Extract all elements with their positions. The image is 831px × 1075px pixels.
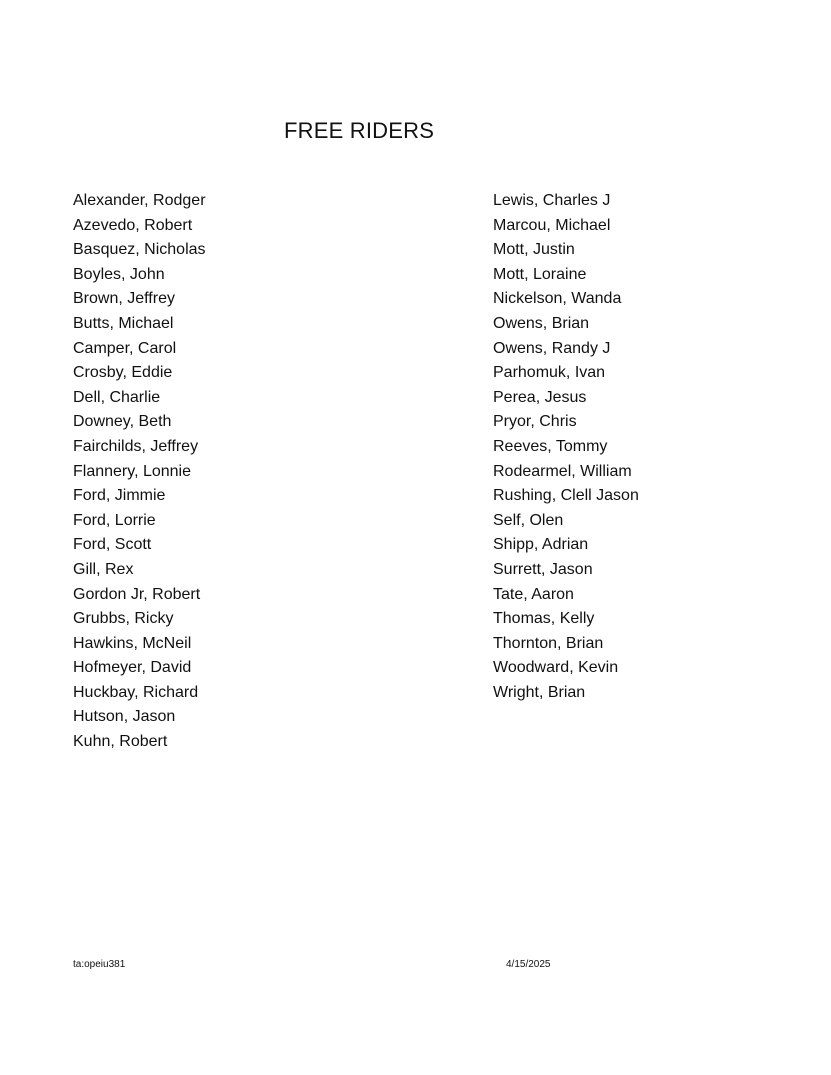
name-list-item: Owens, Randy J bbox=[493, 339, 611, 357]
name-list-item: Fairchilds, Jeffrey bbox=[73, 437, 199, 455]
name-list-item: Butts, Michael bbox=[73, 314, 174, 332]
name-list-item: Kuhn, Robert bbox=[73, 733, 168, 751]
name-list-item: Brown, Jeffrey bbox=[73, 290, 175, 308]
name-list-item: Wright, Brian bbox=[493, 683, 586, 701]
name-list-item: Downey, Beth bbox=[73, 413, 172, 431]
name-list-item: Lewis, Charles J bbox=[493, 192, 611, 209]
name-list-item: Tate, Aaron bbox=[493, 585, 574, 603]
name-list-item: Crosby, Eddie bbox=[73, 364, 173, 382]
name-list-item: Ford, Lorrie bbox=[73, 511, 156, 529]
name-list-item: Ford, Jimmie bbox=[73, 487, 166, 505]
name-list-item: Reeves, Tommy bbox=[493, 437, 608, 455]
name-list-item: Mott, Loraine bbox=[493, 265, 587, 283]
name-list-item: Gill, Rex bbox=[73, 560, 134, 578]
name-list-item: Alexander, Rodger bbox=[73, 192, 206, 209]
name-list-item: Hofmeyer, David bbox=[73, 659, 192, 677]
name-list-item: Nickelson, Wanda bbox=[493, 290, 622, 308]
name-list-item: Pryor, Chris bbox=[493, 413, 577, 431]
name-list-left bbox=[73, 189, 206, 755]
name-list-item: Perea, Jesus bbox=[493, 388, 587, 406]
name-list-item: Mott, Justin bbox=[493, 241, 575, 259]
name-list-item: Boyles, John bbox=[73, 265, 165, 283]
name-list-item: Parhomuk, Ivan bbox=[493, 364, 606, 382]
name-list-item: Flannery, Lonnie bbox=[73, 462, 191, 480]
name-list-right bbox=[493, 189, 639, 705]
name-list-item: Shipp, Adrian bbox=[493, 536, 589, 554]
name-list-item: Ford, Scott bbox=[73, 536, 152, 554]
name-list-item: Thornton, Brian bbox=[493, 634, 604, 652]
name-list-item: Rodearmel, William bbox=[493, 462, 632, 480]
name-list-item: Marcou, Michael bbox=[493, 216, 611, 234]
name-list-item: Camper, Carol bbox=[73, 339, 177, 357]
name-list-item: Dell, Charlie bbox=[73, 388, 161, 406]
footer-date: 4/15/2025 bbox=[506, 959, 551, 970]
name-list-item: Woodward, Kevin bbox=[493, 659, 619, 677]
name-list-item: Hutson, Jason bbox=[73, 708, 176, 726]
name-list-item: Surrett, Jason bbox=[493, 560, 593, 578]
name-list-item: Basquez, Nicholas bbox=[73, 241, 206, 259]
name-list-item: Azevedo, Robert bbox=[73, 216, 193, 234]
footer-code: ta:opeiu381 bbox=[73, 959, 126, 970]
name-list-item: Self, Olen bbox=[493, 511, 564, 529]
name-list-item: Gordon Jr, Robert bbox=[73, 585, 201, 603]
name-list-item: Huckbay, Richard bbox=[73, 683, 199, 701]
name-list-item: Thomas, Kelly bbox=[493, 610, 595, 628]
page-title: FREE RIDERS bbox=[284, 118, 435, 143]
name-list-item: Owens, Brian bbox=[493, 314, 590, 332]
name-list-item: Rushing, Clell Jason bbox=[493, 487, 639, 505]
name-list-item: Grubbs, Ricky bbox=[73, 610, 174, 628]
name-list-item: Hawkins, McNeil bbox=[73, 634, 192, 652]
